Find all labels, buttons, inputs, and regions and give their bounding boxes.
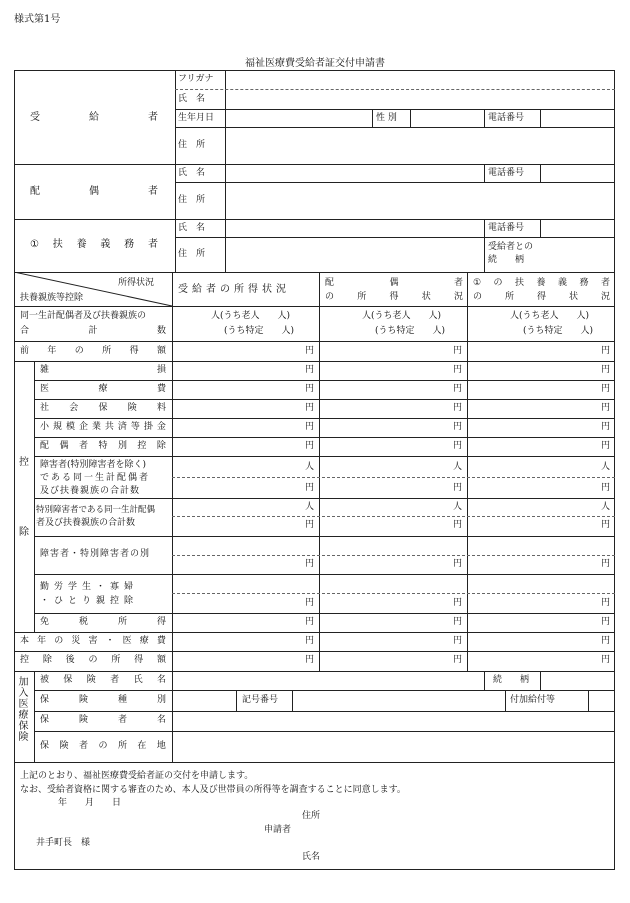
spouse-phone-input[interactable] — [541, 165, 614, 182]
deduction-medical: 医 療 費 — [40, 384, 166, 394]
yen-unit: 円 — [452, 520, 462, 530]
birthdate-label: 生年月日 — [178, 113, 215, 123]
yen-unit: 円 — [600, 441, 610, 451]
yen-unit: 円 — [452, 559, 462, 569]
deduction-small-enterprise: 小 規 模 企 業 共 済 等 掛 金 — [40, 422, 166, 432]
insurance-type-label: 保 険 種 別 — [40, 695, 166, 705]
yen-unit: 円 — [600, 403, 610, 413]
deduction-misc-loss: 雑 損 — [40, 365, 166, 375]
person-unit: 人 — [600, 502, 610, 512]
yen-unit: 円 — [304, 520, 314, 530]
declaration-addressee: 井手町長 様 — [36, 838, 91, 848]
dependents-label-line2: 合 計 数 — [20, 326, 166, 336]
gender-input[interactable] — [411, 110, 483, 127]
yen-unit: 円 — [304, 346, 314, 356]
yen-unit: 円 — [600, 384, 610, 394]
yen-unit: 円 — [600, 617, 610, 627]
yen-unit: 円 — [304, 441, 314, 451]
declaration-applicant-label: 申請者 — [264, 825, 292, 835]
corner-bottom-label: 扶養親族等控除 — [20, 293, 84, 303]
dep-col1-line2: (うち特定 人) — [224, 326, 295, 336]
student-label-line2: ・ひとり親控除 — [40, 596, 139, 606]
prev-income-label: 前 年 の 所 得 額 — [20, 346, 166, 356]
yen-unit: 円 — [304, 403, 314, 413]
col2-header-line1: 配 偶 者 — [325, 278, 463, 288]
yen-unit: 円 — [452, 655, 462, 665]
yen-unit: 円 — [452, 365, 462, 375]
insurance-side-label: 加入医療保険 — [16, 676, 27, 742]
declaration-address-label: 住所 — [302, 811, 321, 821]
recipient-address-label: 住 所 — [178, 140, 206, 150]
col3-header-line2: の 所 得 状 況 — [473, 292, 610, 302]
supporter-phone-input[interactable] — [541, 220, 614, 237]
disabled-label-line1: 障害者(特別障害者を除く) — [40, 460, 147, 470]
special-label-line2: 者及び扶養親族の合計数 — [36, 518, 136, 528]
supporter-name-label: 氏 名 — [178, 223, 206, 233]
insured-name-label: 被 保 険 者 氏 名 — [40, 675, 166, 685]
dep-col3-line1: 人(うち老人 人) — [510, 311, 590, 321]
yen-unit: 円 — [600, 365, 610, 375]
recipient-section-label: 受 給 者 — [30, 112, 158, 123]
dep-col1-line1: 人(うち老人 人) — [211, 311, 291, 321]
dep-col2-line1: 人(うち老人 人) — [362, 311, 442, 321]
person-unit: 人 — [304, 462, 314, 472]
recipient-name-label: 氏 名 — [178, 94, 206, 104]
yen-unit: 円 — [304, 598, 314, 608]
declaration-date: 年 月 日 — [58, 798, 122, 808]
relation-label-line1: 受給者との — [488, 242, 534, 252]
applicant-name-input[interactable] — [325, 849, 610, 865]
yen-unit: 円 — [600, 483, 610, 493]
yen-unit: 円 — [600, 520, 610, 530]
yen-unit: 円 — [452, 384, 462, 394]
spouse-address-label: 住 所 — [178, 195, 206, 205]
supporter-phone-label: 電話番号 — [488, 223, 525, 233]
dep-col3-line2: (うち特定 人) — [523, 326, 594, 336]
col1-header: 受給者の所得状況 — [178, 284, 290, 295]
benefit-input[interactable] — [589, 691, 614, 710]
deduction-side-label-1: 控 — [19, 457, 29, 468]
yen-unit: 円 — [452, 422, 462, 432]
disabled-label-line2: である同一生計配偶者 — [40, 473, 151, 483]
special-label-line1: 特別障害者である同一生計配偶 — [36, 505, 156, 515]
yen-unit: 円 — [600, 346, 610, 356]
disabled-kind-label: 障害者・特別障害者の別 — [40, 549, 151, 559]
yen-unit: 円 — [304, 559, 314, 569]
col2-header-line2: の 所 得 状 況 — [325, 292, 463, 302]
yen-unit: 円 — [600, 655, 610, 665]
insurance-relation-input[interactable] — [541, 672, 614, 689]
yen-unit: 円 — [452, 636, 462, 646]
col3-header-line1: ① の 扶 養 義 務 者 — [473, 278, 610, 288]
supporter-address-label: 住 所 — [178, 249, 206, 259]
supporter-section-label: ① 扶 養 義 務 者 — [30, 239, 158, 250]
declaration-name-label: 氏名 — [302, 852, 321, 862]
form-title: 福祉医療費受給者証交付申請書 — [245, 58, 385, 69]
after-deduction-label: 控 除 後 の 所 得 額 — [20, 655, 166, 665]
birthdate-input[interactable] — [226, 110, 371, 127]
person-unit: 人 — [600, 462, 610, 472]
furigana-label: フリガナ — [178, 74, 214, 84]
spouse-phone-label: 電話番号 — [488, 168, 525, 178]
yen-unit: 円 — [452, 403, 462, 413]
yen-unit: 円 — [452, 598, 462, 608]
insurer-name-label: 保 険 者 名 — [40, 715, 166, 725]
insurer-name-input[interactable] — [173, 712, 614, 730]
dep-col2-line2: (うち特定 人) — [375, 326, 446, 336]
deduction-spouse-special: 配 偶 者 特 別 控 除 — [40, 441, 166, 451]
recipient-phone-label: 電話番号 — [488, 113, 525, 123]
person-unit: 人 — [304, 502, 314, 512]
applicant-address-input[interactable] — [325, 808, 610, 824]
declaration-line2: なお、受給者資格に関する審査のため、本人及び世帯員の所得等を調査することに同意します。 — [20, 785, 406, 795]
dependents-label-line1: 同一生計配偶者及び扶養親族の — [20, 311, 147, 321]
yen-unit: 円 — [304, 617, 314, 627]
yen-unit: 円 — [600, 598, 610, 608]
person-unit: 人 — [452, 502, 462, 512]
deduction-social-insurance: 社 会 保 険 料 — [40, 403, 166, 413]
spouse-section-label: 配 偶 者 — [30, 186, 158, 197]
yen-unit: 円 — [600, 422, 610, 432]
insured-name-input[interactable] — [173, 672, 483, 689]
yen-unit: 円 — [304, 655, 314, 665]
person-unit: 人 — [452, 462, 462, 472]
yen-unit: 円 — [452, 441, 462, 451]
insurer-address-label: 保 険 者 の 所 在 地 — [40, 741, 166, 751]
insurance-type-input[interactable] — [173, 691, 235, 710]
symbol-number-input[interactable] — [293, 691, 504, 710]
tax-exempt-label: 免 税 所 得 — [40, 617, 166, 627]
yen-unit: 円 — [304, 636, 314, 646]
spouse-address-input[interactable] — [226, 183, 614, 219]
disabled-label-line3: 及び扶養親族の合計数 — [40, 486, 141, 496]
benefit-label: 付加給付等 — [510, 695, 556, 705]
yen-unit: 円 — [304, 384, 314, 394]
form-number: 様式第1号 — [14, 14, 61, 25]
spouse-name-input[interactable] — [226, 165, 483, 182]
furigana-input[interactable] — [226, 71, 614, 89]
symbol-number-label: 記号番号 — [242, 695, 279, 705]
corner-top-label: 所得状況 — [118, 278, 155, 288]
declaration-line1: 上記のとおり、福祉医療費受給者証の交付を申請します。 — [20, 771, 254, 781]
yen-unit: 円 — [452, 483, 462, 493]
relation-label-line2: 続 柄 — [488, 255, 525, 265]
supporter-name-input[interactable] — [226, 220, 483, 237]
insurer-address-input[interactable] — [173, 732, 614, 761]
yen-unit: 円 — [452, 617, 462, 627]
student-label-line1: 勤労学生・寡婦 — [40, 582, 139, 592]
recipient-name-input[interactable] — [226, 90, 614, 109]
gender-label: 性 別 — [376, 113, 397, 123]
disaster-label: 本 年 の 災 害 ・ 医 療 費 — [20, 636, 166, 646]
supporter-address-input[interactable] — [226, 238, 483, 272]
yen-unit: 円 — [304, 483, 314, 493]
recipient-address-input[interactable] — [226, 128, 614, 164]
insurance-relation-label: 続 柄 — [493, 675, 530, 685]
yen-unit: 円 — [304, 422, 314, 432]
recipient-phone-input[interactable] — [541, 110, 614, 127]
deduction-side-label-2: 除 — [19, 527, 29, 538]
yen-unit: 円 — [600, 559, 610, 569]
yen-unit: 円 — [600, 636, 610, 646]
yen-unit: 円 — [452, 346, 462, 356]
spouse-name-label: 氏 名 — [178, 168, 206, 178]
yen-unit: 円 — [304, 365, 314, 375]
